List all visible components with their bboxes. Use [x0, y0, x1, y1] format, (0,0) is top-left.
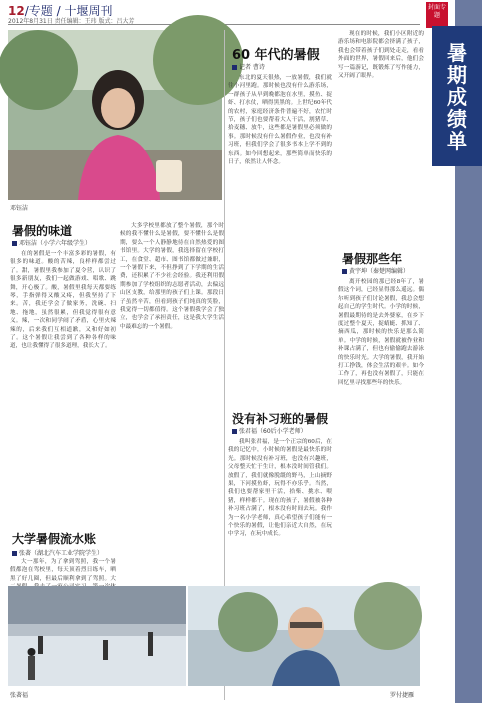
- photo-man-art: [188, 586, 420, 686]
- article-taste-title: 暑假的味道: [12, 224, 73, 238]
- byline-marker-icon: [342, 269, 347, 274]
- article-college-body: 大一那年，为了拿到驾照，我一个暑假都泡在驾校里，每天顶着烈日练车，晒黑了好几圈，但最后顺利拿到了驾照。大: [10, 559, 116, 582]
- vertical-title: 暑期成绩单: [447, 41, 467, 153]
- article-nobuxi-body: 我叫张君福，是一个正宗的60后，在我的记忆中，小时候的暑假是最快乐的时光。那时候没有补习班，也没有兴趣班，父母整天忙于生计，根本没时间管我们。放假了，我们就像脱缰的野马，上山摘野果，下河摸鱼虾，玩得不亦乐乎。当然，我们也要帮家里干活，拾柴、挑水、喂猪，样样都干。现在的孩子，暑假被各种补习班占满了，根本没有时间去玩。我作为一名小学老师，真心希望孩子们能有一个快乐的暑假，让他们亲近大自然，在玩中学习，在玩中成长。: [228, 439, 332, 538]
- article-college-byline: 张著（湖北汽车工业学院学生）: [12, 548, 103, 557]
- header-meta: 2012年8月31日 责任编辑：王玮 版式：吕大芳: [8, 18, 135, 25]
- article-taste-body: 在的暑假是一个丰富多彩的暑假，有很多的味道。酸的苦辣，良样样都尝过了。甜，暑假里我参加了夏令营，认识了很多新朋友，我们一起做游戏、唱歌、跳舞，开心极了。酸，暑假里我每天都要练琴，手指弹得又酸又疼，但我坚持了下来。苦，我还学会了做家务，洗碗、扫地、拖地，虽然很累，但我觉得很有意义。辣，一次和同学闹了矛盾，心里火辣辣的，后来我们互相道歉，又和好如初了。这个暑假让我尝到了各种各样的味道，也让我懂得了很多道理，我长大了。: [10, 251, 116, 350]
- byline-marker-icon: [232, 65, 237, 70]
- article-thatyear-body: 离开校园的那已经8年了，暑假这个词，已经显得那么遥远。偶尔听到孩子们讨论暑假，我总会想起自己的学生时代。小学的时候，暑假最期待的是去外婆家，在乡下度过整个夏天，捉蜻蜓、抓知了、摘西瓜，那时候的快乐是那么简单。中学的时候，暑假就被作业和补课占满了，但也有偷偷跑去游泳的快乐时光。大学的暑假，我开始打工挣钱，体会生活的艰辛。如今工作了，再也没有暑假了，只能在回忆里寻找那些年的快乐。: [338, 279, 424, 386]
- article-60s-body-col2: 现在的时候，我们小区附近的游乐场和电影院都会挤满了孩子，我也会带着孩子们到处走走，看看外面的世界，暑假回来后，他们会写一篇游记，既锻炼了写作能力，又开阔了眼界。: [338, 31, 424, 80]
- article-60s-title: 60 年代的暑假: [232, 48, 320, 63]
- article-taste-byline: 邓钰洁（小学六年级学生）: [12, 238, 91, 247]
- article-college-title: 大学暑假流水账: [12, 532, 97, 546]
- article-mid-body: 大多学校里都放了整个暑假，那个时候的我不懂什么是暑假，要不懂什么是假期，要么一个人静静地待在自然热爱的图书馆里。大学的暑假，我选择留在学校打工，在食堂、超市、图书馆都做过兼职，一个暑假下来，不但挣到了下学期的生活费，还积累了不少社会经验。我还利用假期参加了学校组织的志愿者活动，去偏远山区支教，给那里的孩子们上课。那段日子虽然辛苦，但看到孩子们纯真的笑脸，我觉得一切都值得。这个暑假我学会了独立，也学会了承担责任，这是我大学生活中最难忘的一个暑假。: [120, 223, 224, 330]
- photo-girl-caption: 邓钰洁: [10, 205, 29, 212]
- byline-marker-icon: [12, 551, 17, 556]
- photo-man-caption: 罗付捷雁: [390, 692, 415, 699]
- photo-rink-art: [8, 586, 186, 686]
- article-60s-byline: 记者 曹诗: [232, 62, 265, 71]
- article-thatyear-title: 暑假那些年: [342, 252, 403, 266]
- page-header: [0, 0, 482, 26]
- article-nobuxi-byline: 张君福（60后小学老师）: [232, 426, 307, 435]
- article-thatyear-byline: 黄宇坤（秦楚网编辑）: [342, 266, 409, 275]
- section-badge: 封面专题: [426, 2, 448, 28]
- photo-man: [188, 586, 420, 686]
- photo-rink-caption: 张著福: [10, 692, 29, 699]
- article-60s-body-col1: 东北的夏天很热，一放暑假，我们就往小河里跑。那时候也没有什么游乐场，一群孩子从早到晚都泡在水里，摸鱼、捉虾、打水仗，晒得黑黑的。上世纪60年代的农村，家庭经济条件普遍不好，农忙时节，孩子们也要帮着大人干活，割猪草、拾麦穗、放牛，这些都是暑假里必须做的事。那时候没有什么暑假作业，也没有补习班，但我们学会了很多书本上学不到的东西。如今回想起来，那些简单而快乐的日子，依然让人怀念。: [228, 75, 332, 166]
- article-nobuxi-title: 没有补习班的暑假: [232, 412, 329, 426]
- photo-girl: [8, 30, 222, 200]
- photo-girl-art: [8, 30, 222, 200]
- header-page-label: 12/专题 / 十堰周刊: [8, 4, 113, 18]
- byline-marker-icon: [12, 241, 17, 246]
- photo-rink: [8, 586, 186, 686]
- byline-marker-icon: [232, 429, 237, 434]
